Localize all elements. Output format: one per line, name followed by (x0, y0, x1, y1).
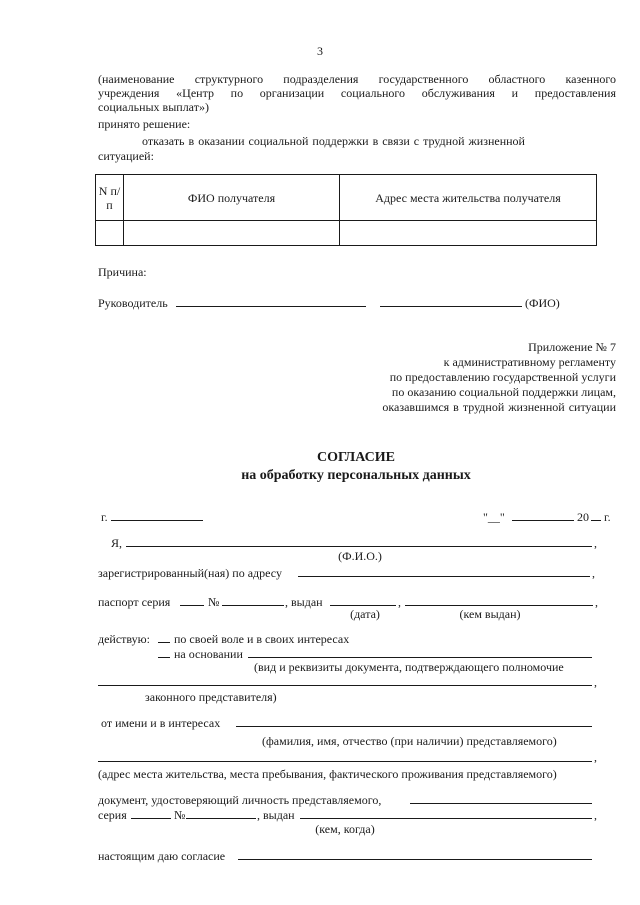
acting-label: действую: (98, 632, 150, 646)
id-doc-line[interactable] (410, 803, 592, 804)
refusal-line-1: отказать в оказании социальной поддержки в связи с трудной жизненной (142, 134, 525, 148)
consent-title: СОГЛАСИЕ (317, 450, 395, 465)
consent-recipient-line[interactable] (238, 859, 592, 860)
year-suffix: г. (604, 510, 611, 524)
number-sign: № (174, 808, 186, 822)
comma: , (398, 595, 401, 609)
basis-caption: (вид и реквизиты документа, подтверждающего полномочие (254, 660, 564, 674)
id-series-line[interactable] (131, 818, 171, 819)
i-label: Я, (111, 536, 123, 550)
represented-caption: (фамилия, имя, отчество (при наличии) представляемого) (262, 734, 557, 748)
id-issuer-line[interactable] (300, 818, 592, 819)
give-consent-label: настоящим даю согласие (98, 849, 226, 863)
decision-line-2: учреждения «Центр по организации социального обслуживания и предоставления (98, 86, 616, 100)
address-caption: (адрес места жительства, места пребывания, фактического проживания представляемого) (98, 767, 557, 781)
appendix-line-2: к административному регламенту (443, 355, 616, 369)
date-caption: (дата) (350, 607, 380, 621)
comma: , (594, 536, 597, 550)
issued-label: , выдан (285, 595, 323, 609)
head-label: Руководитель (98, 296, 168, 310)
passport-series-line[interactable] (180, 605, 204, 606)
number-sign: № (208, 595, 220, 609)
fio-caption: (Ф.И.О.) (338, 549, 382, 563)
reason-label: Причина: (98, 265, 147, 279)
own-will-checkbox-line[interactable] (158, 642, 170, 643)
table-cell[interactable] (124, 221, 340, 246)
date-month-line[interactable] (512, 520, 574, 521)
passport-label: паспорт серия (98, 595, 171, 609)
table-row (96, 221, 597, 246)
issued-when-caption: (кем, когда) (315, 822, 375, 836)
date-day[interactable]: "__" (483, 510, 505, 524)
passport-number-line[interactable] (222, 605, 284, 606)
appendix-line-5: оказавшимся в трудной жизненной ситуации (382, 400, 616, 414)
on-behalf-label: от имени и в интересах (101, 716, 221, 730)
year-line[interactable] (591, 520, 601, 521)
series-label: серия (98, 808, 127, 822)
recipient-table (95, 174, 597, 246)
page-number: 3 (317, 44, 323, 58)
city-prefix: г. (101, 510, 108, 524)
header-cell-address: Адрес места жительства получателя (340, 175, 597, 221)
header-cell-number: N п/п (96, 175, 124, 221)
table-cell[interactable] (340, 221, 597, 246)
passport-date-line[interactable] (330, 605, 396, 606)
fio-label: (ФИО) (525, 296, 560, 310)
issuer-caption: (кем выдан) (459, 607, 521, 621)
id-doc-label: документ, удостоверяющий личность представляемого, (98, 793, 382, 807)
head-signature-line[interactable] (176, 306, 366, 307)
registered-address-line[interactable] (298, 576, 590, 577)
own-will-option: по своей воле и в своих интересах (174, 632, 350, 646)
table-cell[interactable] (96, 221, 124, 246)
represented-name-line[interactable] (236, 726, 592, 727)
legal-rep-caption: законного представителя) (145, 690, 277, 704)
appendix-line-1: Приложение № 7 (528, 340, 616, 354)
on-basis-option: на основании (174, 647, 243, 661)
on-basis-checkbox-line[interactable] (158, 657, 170, 658)
year-prefix: 20 (577, 510, 589, 524)
appendix-line-4: по оказанию социальной поддержки лицам, (391, 385, 616, 399)
registered-label: зарегистрированный(ная) по адресу (98, 566, 282, 580)
basis-continued-line[interactable] (98, 685, 592, 686)
comma: , (592, 566, 595, 580)
decision-line-1: (наименование структурного подразделения государственного областного казенного (98, 72, 616, 86)
comma: , (595, 595, 598, 609)
city-line[interactable] (111, 520, 203, 521)
refusal-line-2: ситуацией: (98, 149, 154, 163)
comma: , (594, 808, 597, 822)
table-header-row (96, 175, 597, 221)
issued-label: , выдан (257, 808, 295, 822)
head-fio-line[interactable] (380, 306, 522, 307)
passport-issuer-line[interactable] (405, 605, 593, 606)
decision-line-3: социальных выплат») (98, 100, 209, 114)
fio-line[interactable] (126, 546, 592, 547)
represented-address-line[interactable] (98, 761, 592, 762)
basis-line[interactable] (248, 657, 592, 658)
id-number-line[interactable] (186, 818, 256, 819)
decision-label: принято решение: (98, 117, 191, 131)
comma: , (594, 675, 597, 689)
header-cell-fio: ФИО получателя (124, 175, 340, 221)
consent-subtitle: на обработку персональных данных (241, 468, 471, 483)
appendix-line-3: по предоставлению государственной услуги (389, 370, 616, 384)
comma: , (594, 750, 597, 764)
